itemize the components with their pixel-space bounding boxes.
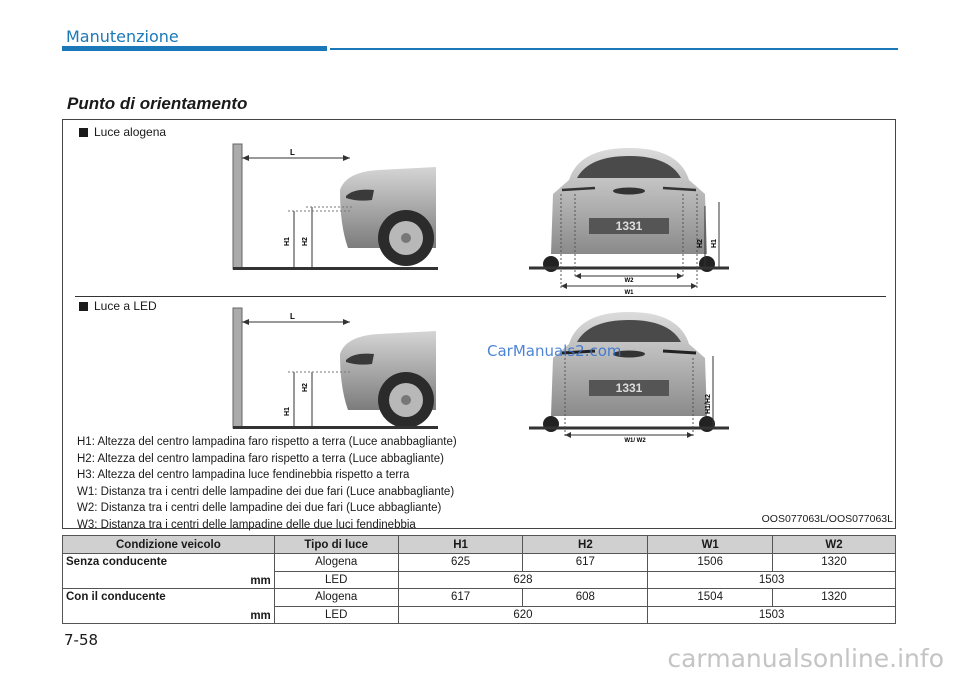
table-cell: LED bbox=[274, 606, 398, 624]
figure-divider bbox=[75, 296, 886, 297]
legend-line: W2: Distanza tra i centri delle lampadine dei due fari (Luce abbagliante) bbox=[77, 502, 442, 515]
header-cell: Tipo di luce bbox=[274, 536, 398, 554]
header-cell: H2 bbox=[523, 536, 648, 554]
wall-icon bbox=[233, 308, 242, 428]
front-h2-label: H2 bbox=[697, 239, 704, 248]
aiming-point-figure bbox=[62, 119, 896, 529]
dim-w1w2-label: W1/ W2 bbox=[624, 438, 646, 443]
led-dim-h2-label: H2 bbox=[302, 383, 309, 392]
dim-h1-label: H1 bbox=[284, 237, 291, 246]
condition-cell: Con il conducente mm bbox=[63, 589, 275, 624]
logo-icon bbox=[613, 188, 645, 195]
header-cell: Condizione veicolo bbox=[63, 536, 275, 554]
table-cell: 617 bbox=[398, 589, 523, 607]
led-front-height-dims bbox=[695, 356, 725, 430]
led-label: Luce a LED bbox=[79, 299, 157, 313]
halogen-label: Luce alogena bbox=[79, 125, 166, 139]
figure-code: OOS077063L/OOS077063L bbox=[761, 513, 893, 525]
plate-text: 1331 bbox=[615, 219, 643, 233]
site-watermark: carmanualsonline.info bbox=[667, 644, 944, 673]
legend-line: H3: Altezza del centro lampadina luce fendinebbia rispetto a terra bbox=[77, 469, 410, 482]
table-cell: 1506 bbox=[648, 554, 773, 572]
dim-h2-label: H2 bbox=[302, 237, 309, 246]
header-cell: H1 bbox=[398, 536, 523, 554]
table-cell: 625 bbox=[398, 554, 523, 572]
square-bullet-icon bbox=[79, 128, 88, 137]
aiming-spec-table bbox=[62, 535, 896, 624]
led-side-diagram bbox=[228, 306, 443, 431]
table-cell: Alogena bbox=[274, 554, 398, 572]
table-cell: 1320 bbox=[773, 554, 896, 572]
table-cell: 1504 bbox=[648, 589, 773, 607]
front-h1-label: H1 bbox=[711, 239, 718, 248]
unit-label: mm bbox=[250, 610, 271, 622]
table-cell: 1503 bbox=[648, 606, 896, 624]
legend-line: W3: Distanza tra i centri delle lampadine delle due luci fendinebbia bbox=[77, 518, 416, 531]
dim-w1-label: W1 bbox=[624, 290, 634, 296]
ground-line bbox=[233, 426, 438, 429]
halogen-front-height-dims bbox=[693, 202, 733, 270]
condition-cell: Senza conducente mm bbox=[63, 554, 275, 589]
legend-line: H1: Altezza del centro lampadina faro rispetto a terra (Luce anabbagliante) bbox=[77, 436, 457, 448]
dim-l-label: L bbox=[290, 148, 295, 157]
table-header-row bbox=[63, 536, 896, 554]
table-cell: Alogena bbox=[274, 589, 398, 607]
table-cell: 620 bbox=[398, 606, 648, 624]
header-cell: W1 bbox=[648, 536, 773, 554]
page-heading: Punto di orientamento bbox=[67, 94, 248, 113]
page-number: 7-58 bbox=[64, 631, 99, 649]
table-cell: 628 bbox=[398, 571, 648, 589]
ground-line bbox=[233, 267, 438, 270]
header-cell: W2 bbox=[773, 536, 896, 554]
legend-line: H2: Altezza del centro lampadina faro rispetto a terra (Luce abbagliante) bbox=[77, 452, 444, 465]
figure-legend bbox=[77, 434, 457, 534]
led-dim-h1-label: H1 bbox=[284, 407, 291, 416]
table-cell: 617 bbox=[523, 554, 648, 572]
wall-icon bbox=[233, 144, 242, 269]
dim-w2-label: W2 bbox=[624, 278, 634, 284]
header-rule-thin bbox=[330, 48, 898, 50]
led-dim-l-label: L bbox=[290, 312, 295, 321]
halogen-side-diagram bbox=[228, 140, 443, 270]
table-cell: 1503 bbox=[648, 571, 896, 589]
led-plate-text: 1331 bbox=[615, 381, 643, 395]
table-row bbox=[63, 554, 896, 572]
table-cell: 1320 bbox=[773, 589, 896, 607]
unit-label: mm bbox=[250, 575, 271, 587]
square-bullet-icon bbox=[79, 302, 88, 311]
table-row bbox=[63, 589, 896, 607]
header-rule-thick bbox=[62, 46, 327, 51]
table-cell: 608 bbox=[523, 589, 648, 607]
legend-line: W1: Distanza tra i centri delle lampadine dei due fari (Luce anabbagliante) bbox=[77, 485, 455, 498]
dim-h1h2-label: H1/H2 bbox=[705, 394, 712, 414]
table-cell: LED bbox=[274, 571, 398, 589]
watermark: CarManuals2.com bbox=[487, 342, 622, 360]
section-title: Manutenzione bbox=[66, 27, 179, 46]
